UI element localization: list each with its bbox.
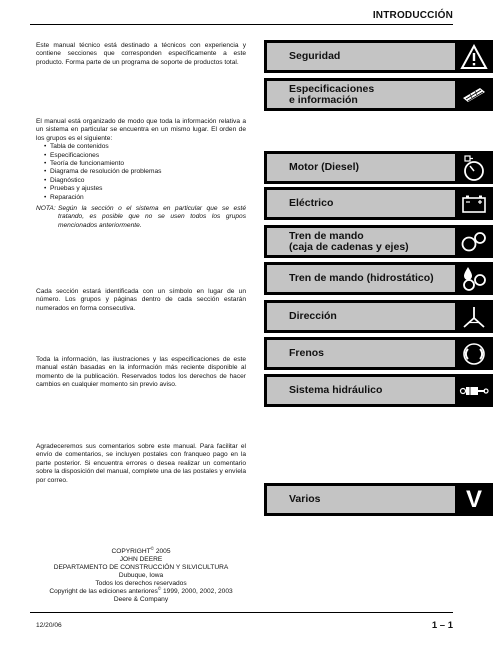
paragraph-text: El manual está organizado de modo que toda la información relativa a un sistema en particular se encuentra en un mismo lugar. El orden de los grupos es el siguiente: bbox=[36, 118, 246, 142]
list-item: • Teoría de funcionamiento bbox=[44, 160, 246, 168]
steering-icon bbox=[459, 303, 489, 330]
battery-icon bbox=[459, 190, 489, 217]
copyright-mark: © bbox=[150, 545, 154, 551]
section-tabs bbox=[264, 0, 493, 646]
list-item: • Pruebas y ajustes bbox=[44, 185, 246, 193]
tab-sistema-hidraulico[interactable] bbox=[264, 374, 493, 407]
tab-electrico[interactable] bbox=[264, 187, 493, 220]
page-header-title: INTRODUCCIÓN bbox=[372, 10, 453, 21]
tab-label: Tren de mando (hidrostático) bbox=[267, 265, 455, 292]
paragraph-text: Cada sección estará identificada con un símbolo en lugar de un número. Los grupos y páginas dentro de cada sección estarán numerados en forma consecutiva. bbox=[36, 288, 246, 312]
tab-label: Dirección bbox=[267, 303, 455, 330]
hydrostatic-drive-icon bbox=[459, 265, 489, 292]
letter-v-icon: V bbox=[465, 485, 482, 513]
intro-paragraph-sections bbox=[36, 288, 246, 313]
tab-label: Eléctrico bbox=[267, 190, 455, 217]
paragraph-text: Toda la información, las ilustraciones y las especificaciones de este manual están basadas en la información más reciente disponible al momento de la publicación. Reservados todos los derechos de hacer cambios en cualquier momento sin previo aviso. bbox=[36, 356, 246, 389]
brake-icon bbox=[459, 340, 489, 367]
list-item: • Diagrama de resolución de problemas bbox=[44, 168, 246, 176]
tab-seguridad[interactable] bbox=[264, 40, 493, 73]
intro-paragraph-rights bbox=[36, 356, 246, 390]
paragraph-text: Agradeceremos sus comentarios sobre este manual. Para facilitar el envío de comentarios, se incluyen postales con franqueo pago en la parte posterior. Si encuentra errores o desea realizar un comentario sobre la disposición del manual, complete una de las postales y envíela por correo. bbox=[36, 443, 246, 484]
tab-label: Sistema hidráulico bbox=[267, 377, 455, 404]
note-block bbox=[36, 205, 246, 230]
intro-paragraph-organization bbox=[36, 118, 246, 230]
copyright-label: COPYRIGHT bbox=[111, 548, 151, 555]
list-item: • Tabla de contenidos bbox=[44, 143, 246, 151]
tab-especificaciones[interactable] bbox=[264, 78, 493, 111]
company-legal-name: Deere & Company bbox=[113, 596, 169, 603]
intro-paragraph-purpose bbox=[36, 42, 246, 67]
hydraulic-cylinder-icon bbox=[459, 377, 489, 404]
footer-date: 12/20/06 bbox=[36, 622, 62, 629]
engine-gauge-icon bbox=[459, 154, 489, 181]
tab-label: Varios bbox=[267, 486, 455, 513]
tab-tren-de-mando-cadenas[interactable] bbox=[264, 225, 493, 258]
previous-editions-label: Copyright de las ediciones anteriores bbox=[49, 588, 158, 595]
copyright-block bbox=[36, 545, 246, 604]
tab-label: Motor (Diesel) bbox=[267, 154, 455, 181]
list-item: • Diagnóstico bbox=[44, 177, 246, 185]
intro-paragraph-comments bbox=[36, 443, 246, 485]
note-label: NOTA: bbox=[36, 205, 56, 213]
group-order-list bbox=[36, 143, 246, 202]
wrench-specs-icon bbox=[459, 81, 489, 108]
rights-reserved: Todos los derechos reservados bbox=[95, 580, 187, 587]
note-text: Según la sección o el sistema en particular que se esté tratando, es posible que no se usen todos los grupos mencionados anteriormente. bbox=[58, 205, 246, 229]
tab-motor-diesel[interactable] bbox=[264, 151, 493, 184]
tab-varios[interactable] bbox=[264, 483, 493, 516]
paragraph-text: Este manual técnico está destinado a técnicos con experiencia y contiene secciones que corresponden específicamente a este producto. Forma parte de un programa de soporte de productos total. bbox=[36, 42, 246, 66]
company-name: JOHN DEERE bbox=[119, 556, 163, 563]
warning-triangle-icon bbox=[459, 43, 489, 70]
copyright-year: 2005 bbox=[154, 548, 171, 555]
tab-label: Frenos bbox=[267, 340, 455, 367]
chain-sprocket-icon bbox=[459, 228, 489, 255]
copyright-mark: © bbox=[157, 585, 162, 591]
previous-editions-years: 1999, 2000, 2002, 2003 bbox=[161, 588, 233, 595]
tab-direccion[interactable] bbox=[264, 300, 493, 333]
list-item: • Especificaciones bbox=[44, 152, 246, 160]
location: Dubuque, Iowa bbox=[118, 572, 164, 579]
list-item: • Reparación bbox=[44, 194, 246, 202]
tab-frenos[interactable] bbox=[264, 337, 493, 370]
department-name: DEPARTAMENTO DE CONSTRUCCIÓN Y SILVICULTURA bbox=[53, 564, 229, 571]
tab-label: Seguridad bbox=[267, 43, 455, 70]
tab-tren-de-mando-hidrostatico[interactable] bbox=[264, 262, 493, 295]
tab-label: Especificaciones e información bbox=[267, 81, 455, 108]
tab-label: Tren de mando (caja de cadenas y ejes) bbox=[267, 228, 455, 255]
page-number: 1 – 1 bbox=[431, 620, 453, 631]
